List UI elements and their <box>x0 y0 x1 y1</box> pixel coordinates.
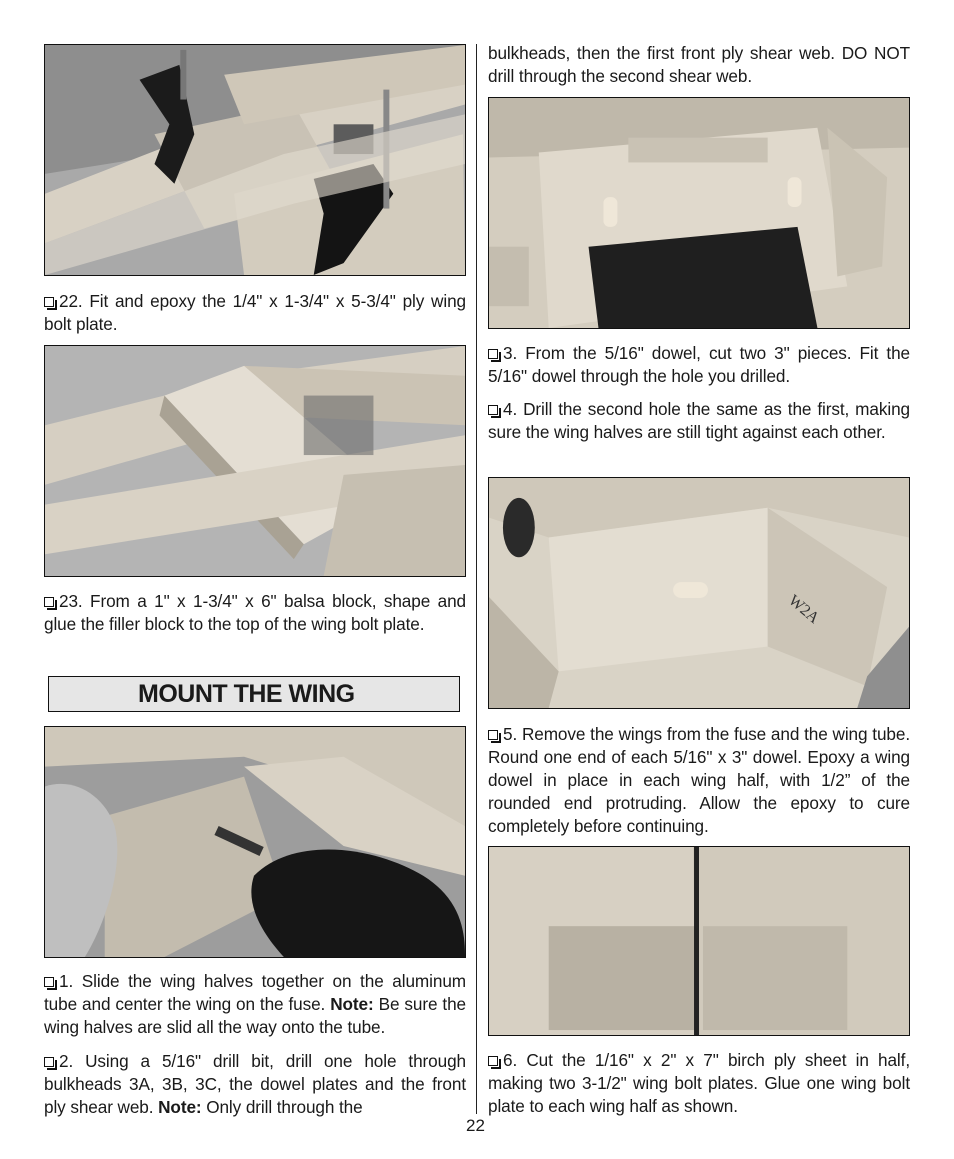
step-2-continued: bulkheads, then the first front ply shear web. DO NOT drill through the second shear web. <box>488 43 910 86</box>
checkbox-icon[interactable] <box>44 597 54 607</box>
step-1: 1. Slide the wing halves together on the aluminum tube and center the wing on the fuse. Note: Be sure the wing halves are slid all the way onto the tube. <box>44 971 466 1037</box>
checkbox-icon[interactable] <box>488 405 498 415</box>
step-4: 4. Drill the second hole the same as the first, making sure the wing halves are still tight against each other. <box>488 399 910 442</box>
photo-filler-block <box>44 345 466 577</box>
step-2: 2. Using a 5/16" drill bit, drill one hole through bulkheads 3A, 3B, 3C, the dowel plates and the front ply shear web. Note: Only drill through the <box>44 1051 466 1117</box>
step-5: 5. Remove the wings from the fuse and the wing tube. Round one end of each 5/16" x 3" dowel. Epoxy a wing dowel in place in each wing half, with 1/2” of the rounded end protruding. Allow the epoxy to cure completely before continuing. <box>488 724 910 836</box>
step-3: 3. From the 5/16" dowel, cut two 3" pieces. Fit the 5/16" dowel through the hole you drilled. <box>488 343 910 386</box>
section-heading: MOUNT THE WING <box>138 680 355 708</box>
photo-dowels-fuse <box>488 97 910 329</box>
page-number: 22 <box>466 1116 485 1135</box>
photo-clamped-bolt-plate <box>44 44 466 276</box>
step-22: 22. Fit and epoxy the 1/4" x 1-3/4" x 5-3/4" ply wing bolt plate. <box>44 291 466 334</box>
checkbox-icon[interactable] <box>44 977 54 987</box>
checkbox-icon[interactable] <box>488 349 498 359</box>
photo-label: W2A <box>785 591 823 628</box>
photo-bolt-plates <box>488 846 910 1036</box>
photo-wing-dowel <box>488 477 910 709</box>
checkbox-icon[interactable] <box>488 730 498 740</box>
step-6: 6. Cut the 1/16" x 2" x 7" birch ply sheet in half, making two 3-1/2" wing bolt plates. Glue one wing bolt plate to each wing half as shown. <box>488 1050 910 1116</box>
checkbox-icon[interactable] <box>44 297 54 307</box>
checkbox-icon[interactable] <box>44 1057 54 1067</box>
checkbox-icon[interactable] <box>488 1056 498 1066</box>
section-heading-box <box>48 676 460 712</box>
step-23: 23. From a 1" x 1-3/4" x 6" balsa block, shape and glue the filler block to the top of the wing bolt plate. <box>44 591 466 634</box>
photo-drilling-wing <box>44 726 466 958</box>
column-divider <box>476 44 477 1114</box>
